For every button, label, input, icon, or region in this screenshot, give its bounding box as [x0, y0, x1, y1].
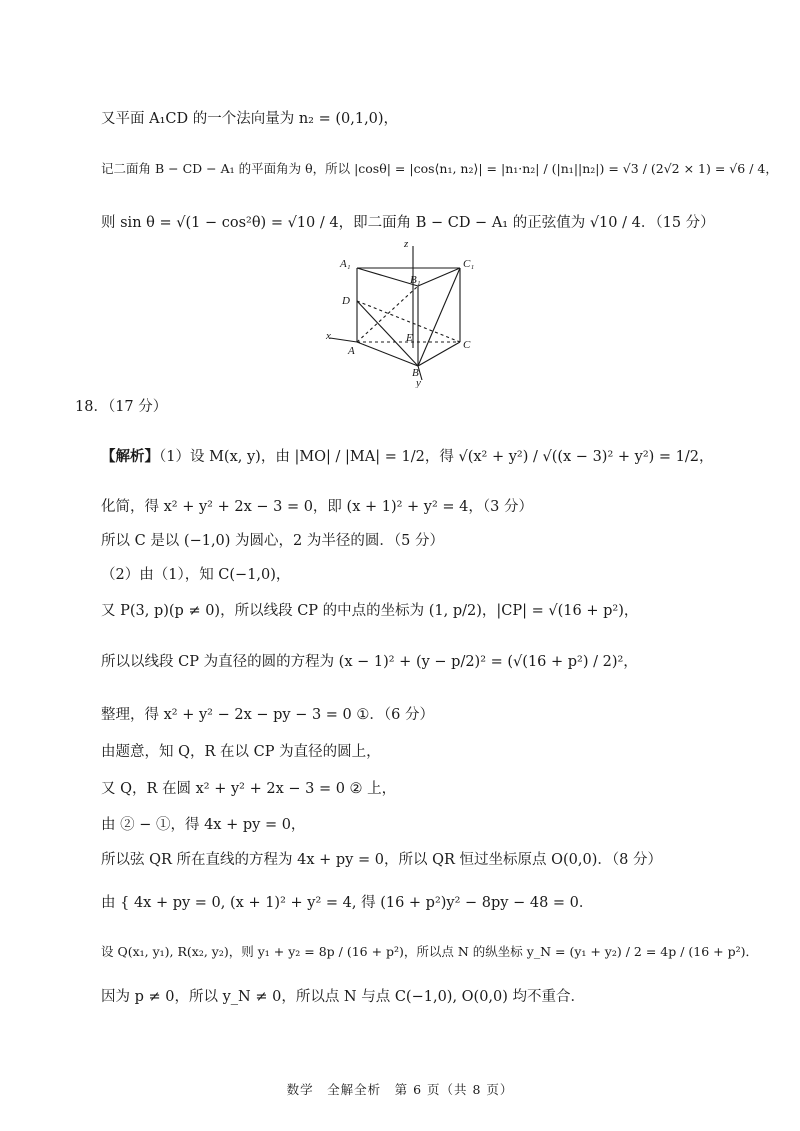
text-line-normal-vector: 又平面 A₁CD 的一个法向量为 n₂ = (0,1,0)， [101, 111, 399, 127]
label-e: E [406, 332, 413, 344]
text-line-circle-c: 所以 C 是以 (−1,0) 为圆心，2 为半径的圆．（5 分） [101, 533, 444, 549]
text-line-part2: （2）由（1），知 C(−1,0)， [101, 567, 291, 583]
label-c1: C₁ [463, 258, 475, 270]
text-line-chord: 所以弦 QR 所在直线的方程为 4x + py = 0，所以 QR 恒过坐标原点 O(0,0)．（8 分） [101, 852, 662, 868]
label-a1: A₁ [340, 258, 351, 270]
text-line-circle-eq: 所以以线段 CP 为直径的圆的方程为 (x − 1)² + (y − p/2)² = (√(16 + p²) / 2)²， [101, 654, 638, 670]
text-line-system: 由 { 4x + py = 0, (x + 1)² + y² = 4, 得 (16 + p²)y² − 8py − 48 = 0． [101, 895, 594, 911]
problem-heading: 18．（17 分） [75, 399, 168, 415]
label-a: A [348, 345, 355, 357]
text-line-sum: 设 Q(x₁, y₁), R(x₂, y₂)，则 y₁ + y₂ = 8p / (16 + p²)，所以点 N 的纵坐标 y_N = (y₁ + y₂) / 2 = 4p / (16 + p²)． [101, 944, 758, 959]
text-line-on-circle: 由题意，知 Q，R 在以 CP 为直径的圆上， [101, 744, 381, 760]
label-b1: B₁ [410, 274, 421, 286]
label-d: D [342, 295, 350, 307]
label-y: y [416, 377, 421, 388]
prism-figure [320, 238, 492, 388]
page-footer: 数学 全解全析 第 6 页（共 8 页） [286, 1082, 514, 1097]
text-line-part1 [101, 450, 714, 465]
solution-label: 【解析】 [101, 448, 159, 465]
text-line-arrange: 整理，得 x² + y² − 2x − py − 3 = 0 ①．（6 分） [101, 707, 434, 723]
part1-text: （1）设 M(x, y)，由 |MO| / |MA| = 1/2，得 √(x² + y²) / √((x − 3)² + y²) = 1/2， [159, 449, 714, 465]
label-c: C [463, 339, 471, 351]
text-line-on-circle2: 又 Q，R 在圆 x² + y² + 2x − 3 = 0 ② 上， [101, 781, 397, 797]
text-line-midpoint: 又 P(3, p)(p ≠ 0)，所以线段 CP 的中点的坐标为 (1, p/2)，|CP| = √(16 + p²)， [101, 603, 639, 619]
label-z: z [404, 238, 409, 250]
text-line-cosine: 记二面角 B − CD − A₁ 的平面角为 θ，所以 |cosθ| = |cos⟨n₁, n₂⟩| = |n₁·n₂| / (|n₁||n₂|) = √3 / (2√2 × 1) = √6 / 4， [101, 161, 778, 176]
text-line-simplify: 化简，得 x² + y² + 2x − 3 = 0，即 (x + 1)² + y² = 4，（3 分） [101, 499, 533, 515]
text-line-conclusion: 因为 p ≠ 0，所以 y_N ≠ 0，所以点 N 与点 C(−1,0), O(0,0) 均不重合． [101, 989, 586, 1005]
label-x: x [326, 330, 331, 342]
x-axis [330, 338, 357, 342]
text-line-sine: 则 sin θ = √(1 − cos²θ) = √10 / 4，即二面角 B − CD − A₁ 的正弦值为 √10 / 4．（15 分） [101, 215, 715, 231]
text-line-subtract: 由 ② − ①，得 4x + py = 0， [101, 817, 306, 833]
label-b: B [412, 367, 419, 379]
